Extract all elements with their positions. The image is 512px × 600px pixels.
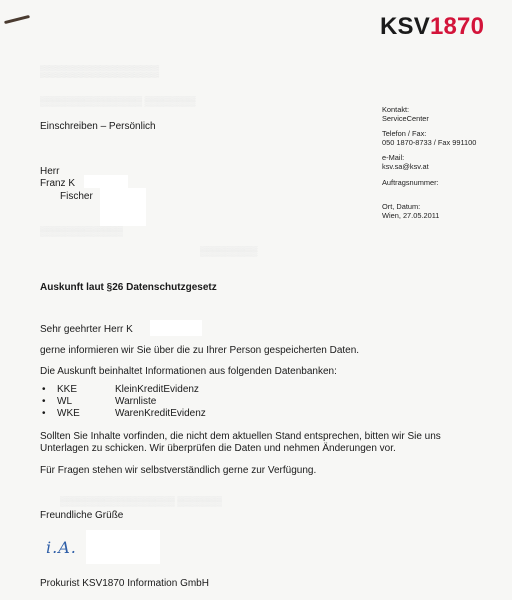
paragraph-2: Die Auskunft beinhaltet Informationen aus folgenden Datenbanken: <box>40 366 337 377</box>
paragraph-1: gerne informieren wir Sie über die zu Ihrer Person gespeicherten Daten. <box>40 345 360 356</box>
signatory: Prokurist KSV1870 Information GmbH <box>40 578 209 589</box>
ort-datum-label: Ort, Datum: <box>382 202 421 211</box>
recipient-line-2: Franz K <box>40 178 76 189</box>
paragraph-4: Für Fragen stehen wir selbstverständlich gerne zur Verfügung. <box>40 465 317 476</box>
logo-1870: 1870 <box>429 13 485 40</box>
email-value: ksv.sa@ksv.at <box>382 162 429 171</box>
paragraph-3-line-1: Sollten Sie Inhalte vorfinden, die nicht dem aktuellen Stand entsprechen, bitten wir Sie uns <box>40 431 441 442</box>
bleed-through-text: ▒▒▒▒▒▒▒▒▒▒▒▒▒ <box>40 226 123 236</box>
bullet-icon: • <box>42 396 46 407</box>
delivery-note: Einschreiben – Persönlich <box>40 121 156 132</box>
auftragsnummer-label: Auftragsnummer: <box>382 178 439 187</box>
bleed-through-text: ▒▒▒▒▒▒▒▒▒▒▒▒▒▒ <box>40 64 160 78</box>
closing: Freundliche Grüße <box>40 510 124 521</box>
paragraph-3-line-2: Unterlagen zu schicken. Wir überprüfen die Daten und nehmen Änderungen vor. <box>40 443 396 454</box>
bullet-icon: • <box>42 384 46 395</box>
database-code: WKE <box>57 408 80 419</box>
logo-ksv: KSV <box>380 13 430 40</box>
subject-line: Auskunft laut §26 Datenschutzgesetz <box>40 282 217 293</box>
bleed-through-text: ▒▒▒▒▒▒▒▒▒ <box>200 246 258 256</box>
database-name: KleinKreditEvidenz <box>115 384 199 395</box>
pen-mark <box>4 15 30 24</box>
contact-label: Kontakt: <box>382 105 410 114</box>
recipient-line-1: Herr <box>40 166 60 177</box>
ksv-logo <box>380 13 484 41</box>
telefon-value: 050 1870-8733 / Fax 991100 <box>382 138 477 147</box>
signature: i.A. <box>46 538 77 557</box>
redaction-box <box>100 188 146 226</box>
email-label: e-Mail: <box>382 153 405 162</box>
redaction-box <box>86 530 160 564</box>
bleed-through-text: ▒▒▒▒▒▒▒▒▒▒▒▒▒▒▒▒ ▒▒▒▒▒▒▒▒ <box>40 96 196 106</box>
database-name: Warnliste <box>115 396 157 407</box>
redaction-box <box>84 175 128 188</box>
database-code: WL <box>57 396 72 407</box>
database-name: WarenKreditEvidenz <box>115 408 206 419</box>
bullet-icon: • <box>42 408 46 419</box>
ort-datum-value: Wien, 27.05.2011 <box>382 211 440 220</box>
recipient-line-3: Fischer <box>60 191 93 202</box>
redaction-box <box>150 320 202 336</box>
telefon-label: Telefon / Fax: <box>382 129 427 138</box>
contact-value: ServiceCenter <box>382 114 429 123</box>
bleed-through-text: ▒▒▒▒▒▒▒▒▒▒▒▒▒▒▒▒▒▒ ▒▒▒▒▒▒▒ <box>60 496 222 506</box>
salutation: Sehr geehrter Herr K <box>40 324 133 335</box>
database-code: KKE <box>57 384 78 395</box>
